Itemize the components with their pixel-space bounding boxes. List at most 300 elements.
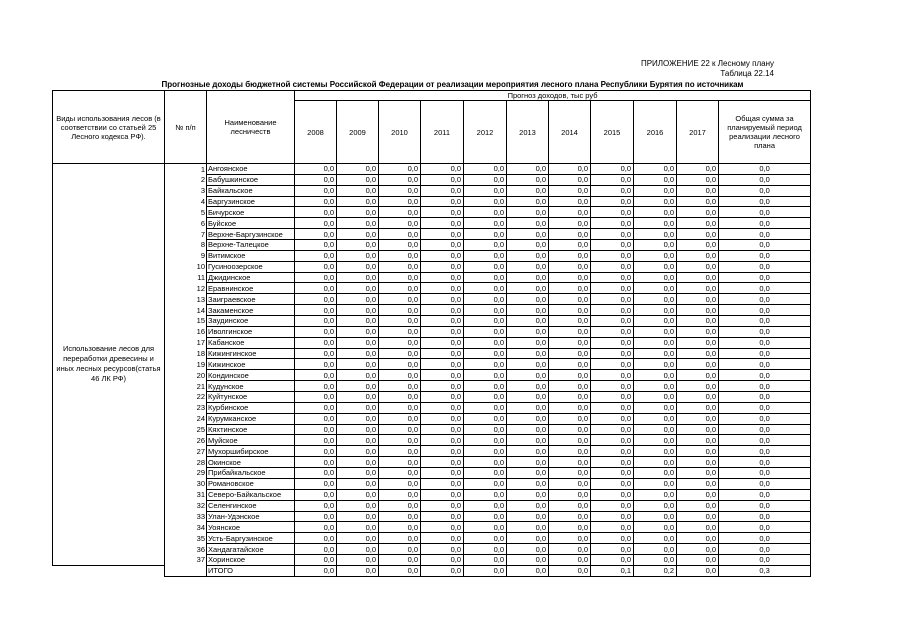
year-value: 0,0 (507, 457, 549, 468)
year-value: 0,0 (634, 283, 677, 294)
year-value: 0,0 (677, 261, 719, 272)
year-value: 0,0 (295, 468, 337, 479)
year-value: 0,0 (295, 164, 337, 175)
table-row (53, 478, 811, 489)
year-value: 0,0 (421, 544, 464, 555)
year-value: 0,0 (591, 435, 634, 446)
year-value: 0,0 (549, 196, 591, 207)
forestry-name-header: Наименование лесничеств (207, 91, 295, 164)
year-value: 0,0 (677, 370, 719, 381)
year-value: 0,0 (677, 326, 719, 337)
year-value: 0,0 (295, 544, 337, 555)
year-value: 0,0 (591, 402, 634, 413)
table-row (53, 196, 811, 207)
year-value: 0,0 (591, 305, 634, 316)
year-value: 0,0 (337, 185, 379, 196)
table-row (53, 185, 811, 196)
year-value: 0,0 (379, 261, 421, 272)
total-value: 0,0 (719, 359, 811, 370)
year-value: 0,0 (337, 261, 379, 272)
row-number: 4 (165, 196, 207, 207)
year-value: 0,0 (507, 522, 549, 533)
year-value: 0,0 (677, 522, 719, 533)
year-value: 0,0 (634, 305, 677, 316)
forestry-name: Кабанское (207, 337, 295, 348)
year-value: 0,0 (337, 272, 379, 283)
year-value: 0,0 (464, 359, 507, 370)
year-value: 0,0 (464, 392, 507, 403)
year-value: 0,0 (507, 174, 549, 185)
year-value: 0,0 (507, 424, 549, 435)
year-value: 0,0 (464, 164, 507, 175)
year-value: 0,0 (591, 316, 634, 327)
year-value: 0,0 (507, 272, 549, 283)
year-value: 0,0 (507, 554, 549, 565)
total-value: 0,0 (719, 185, 811, 196)
year-value: 0,0 (337, 370, 379, 381)
row-number: 19 (165, 359, 207, 370)
year-value: 0,0 (379, 370, 421, 381)
total-value: 0,0 (719, 446, 811, 457)
forestry-name: Бичурское (207, 207, 295, 218)
year-header: 2014 (549, 101, 591, 164)
year-value: 0,0 (421, 272, 464, 283)
year-value: 0,0 (295, 272, 337, 283)
forestry-name: Прибайкальское (207, 468, 295, 479)
forecast-header: Прогноз доходов, тыс руб (295, 91, 811, 101)
table-body (53, 164, 811, 577)
forestry-name: Кижинское (207, 359, 295, 370)
year-value: 0,0 (677, 392, 719, 403)
year-value: 0,0 (379, 305, 421, 316)
row-number: 27 (165, 446, 207, 457)
year-value: 0,0 (591, 457, 634, 468)
year-value: 0,0 (421, 381, 464, 392)
forestry-name: Курумканское (207, 413, 295, 424)
year-value: 0,0 (507, 196, 549, 207)
year-value: 0,0 (337, 554, 379, 565)
table-row (53, 316, 811, 327)
table-row (53, 544, 811, 555)
total-value: 0,0 (719, 240, 811, 251)
total-value: 0,0 (719, 370, 811, 381)
year-value: 0,0 (507, 478, 549, 489)
row-number: 13 (165, 294, 207, 305)
year-value: 0,0 (295, 229, 337, 240)
total-value: 0,0 (719, 326, 811, 337)
year-value: 0,0 (591, 261, 634, 272)
forestry-name: Северо-Байкальское (207, 489, 295, 500)
blank-cell (53, 565, 165, 576)
forestry-name: Гусиноозерское (207, 261, 295, 272)
table-row (53, 392, 811, 403)
forestry-name: Кяхтинское (207, 424, 295, 435)
forestry-name: Баргузинское (207, 196, 295, 207)
year-value: 0,0 (591, 359, 634, 370)
year-header: 2016 (634, 101, 677, 164)
year-value: 0,0 (507, 185, 549, 196)
table-row (53, 174, 811, 185)
forestry-name: Кондинское (207, 370, 295, 381)
table-row (53, 554, 811, 565)
year-value: 0,0 (421, 402, 464, 413)
year-value: 0,0 (507, 326, 549, 337)
year-value: 0,0 (464, 478, 507, 489)
year-value: 0,0 (337, 164, 379, 175)
year-value: 0,0 (591, 294, 634, 305)
year-value: 0,0 (295, 348, 337, 359)
total-value: 0,0 (719, 272, 811, 283)
total-value: 0,0 (719, 489, 811, 500)
year-value: 0,0 (677, 533, 719, 544)
total-value: 0,0 (719, 229, 811, 240)
row-number: 32 (165, 500, 207, 511)
year-value: 0,0 (634, 261, 677, 272)
row-number: 14 (165, 305, 207, 316)
year-value: 0,0 (295, 316, 337, 327)
year-value: 0,0 (677, 468, 719, 479)
forestry-name: Муйское (207, 435, 295, 446)
year-value: 0,0 (379, 544, 421, 555)
year-value: 0,0 (421, 305, 464, 316)
table-row (53, 294, 811, 305)
year-value: 0,0 (677, 218, 719, 229)
year-value: 0,0 (464, 294, 507, 305)
year-value: 0,0 (507, 370, 549, 381)
year-value: 0,0 (421, 565, 464, 576)
year-value: 0,0 (549, 565, 591, 576)
year-value: 0,0 (677, 240, 719, 251)
total-value: 0,0 (719, 500, 811, 511)
year-value: 0,0 (507, 261, 549, 272)
year-value: 0,0 (379, 533, 421, 544)
year-value: 0,0 (379, 554, 421, 565)
total-value: 0,0 (719, 435, 811, 446)
year-value: 0,0 (421, 261, 464, 272)
table-row (53, 500, 811, 511)
forestry-name: Заудинское (207, 316, 295, 327)
year-value: 0,0 (507, 305, 549, 316)
year-value: 0,0 (337, 218, 379, 229)
year-value: 0,0 (634, 240, 677, 251)
table-row (53, 359, 811, 370)
year-value: 0,0 (379, 457, 421, 468)
total-value: 0,0 (719, 337, 811, 348)
year-value: 0,0 (337, 435, 379, 446)
year-value: 0,0 (337, 207, 379, 218)
year-value: 0,0 (421, 218, 464, 229)
year-value: 0,0 (507, 207, 549, 218)
year-value: 0,0 (464, 348, 507, 359)
year-value: 0,0 (549, 272, 591, 283)
table-row (53, 283, 811, 294)
row-number: 29 (165, 468, 207, 479)
year-value: 0,0 (379, 174, 421, 185)
year-value: 0,0 (295, 392, 337, 403)
forestry-name: Верхне-Баргузинское (207, 229, 295, 240)
year-value: 0,0 (677, 250, 719, 261)
year-value: 0,0 (464, 381, 507, 392)
year-value: 0,0 (591, 446, 634, 457)
year-value: 0,0 (677, 359, 719, 370)
year-value: 0,0 (591, 229, 634, 240)
year-value: 0,0 (337, 565, 379, 576)
year-value: 0,0 (507, 229, 549, 240)
year-value: 0,0 (464, 185, 507, 196)
year-value: 0,0 (634, 544, 677, 555)
forestry-name: Селенгинское (207, 500, 295, 511)
year-value: 0,0 (421, 229, 464, 240)
year-value: 0,0 (549, 413, 591, 424)
year-value: 0,0 (677, 402, 719, 413)
year-value: 0,0 (464, 174, 507, 185)
year-value: 0,0 (464, 402, 507, 413)
row-number: 34 (165, 522, 207, 533)
year-value: 0,0 (677, 174, 719, 185)
year-value: 0,0 (379, 424, 421, 435)
forecast-table (52, 90, 811, 577)
year-value: 0,0 (591, 544, 634, 555)
year-value: 0,0 (591, 424, 634, 435)
year-value: 0,0 (295, 381, 337, 392)
year-value: 0,0 (549, 522, 591, 533)
row-number: 6 (165, 218, 207, 229)
year-value: 0,0 (677, 511, 719, 522)
year-header: 2012 (464, 101, 507, 164)
row-number: 30 (165, 478, 207, 489)
year-value: 0,0 (549, 261, 591, 272)
year-value: 0,0 (549, 229, 591, 240)
year-value: 0,0 (591, 478, 634, 489)
forestry-name: Иволгинское (207, 326, 295, 337)
year-value: 0,0 (464, 326, 507, 337)
row-number: 20 (165, 370, 207, 381)
year-value: 0,0 (591, 196, 634, 207)
year-value: 0,0 (677, 348, 719, 359)
year-value: 0,0 (295, 207, 337, 218)
forestry-name: Куйтунское (207, 392, 295, 403)
year-value: 0,0 (677, 185, 719, 196)
year-value: 0,0 (337, 392, 379, 403)
year-value: 0,0 (295, 185, 337, 196)
row-number: 22 (165, 392, 207, 403)
year-value: 0,0 (634, 185, 677, 196)
page-title: Прогнозные доходы бюджетной системы Российской Федерации от реализации мероприятия лесного плана Республики Бурятия по источникам (161, 80, 744, 89)
year-value: 0,0 (634, 164, 677, 175)
year-value: 0,0 (507, 446, 549, 457)
year-value: 0,0 (549, 370, 591, 381)
year-value: 0,0 (337, 283, 379, 294)
row-number: 18 (165, 348, 207, 359)
year-value: 0,0 (295, 218, 337, 229)
year-value: 0,0 (677, 544, 719, 555)
year-header: 2011 (421, 101, 464, 164)
row-number: 21 (165, 381, 207, 392)
year-value: 0,0 (421, 392, 464, 403)
year-value: 0,0 (337, 316, 379, 327)
total-value: 0,0 (719, 207, 811, 218)
year-value: 0,0 (677, 196, 719, 207)
year-value: 0,0 (337, 446, 379, 457)
year-value: 0,0 (507, 250, 549, 261)
row-number: 35 (165, 533, 207, 544)
year-value: 0,0 (507, 413, 549, 424)
year-value: 0,0 (634, 478, 677, 489)
year-value: 0,0 (464, 261, 507, 272)
year-value: 0,0 (677, 424, 719, 435)
year-value: 0,0 (591, 533, 634, 544)
year-value: 0,0 (464, 522, 507, 533)
year-value: 0,0 (677, 446, 719, 457)
year-value: 0,0 (379, 522, 421, 533)
year-value: 0,0 (507, 164, 549, 175)
row-number: 28 (165, 457, 207, 468)
year-value: 0,0 (677, 565, 719, 576)
year-value: 0,0 (549, 435, 591, 446)
year-value: 0,0 (421, 424, 464, 435)
year-value: 0,0 (464, 272, 507, 283)
year-value: 0,0 (421, 457, 464, 468)
year-value: 0,0 (549, 544, 591, 555)
year-value: 0,0 (677, 272, 719, 283)
year-value: 0,0 (379, 316, 421, 327)
year-value: 0,0 (379, 446, 421, 457)
year-value: 0,0 (464, 554, 507, 565)
year-value: 0,0 (464, 511, 507, 522)
year-value: 0,0 (591, 468, 634, 479)
year-value: 0,0 (634, 196, 677, 207)
year-value: 0,0 (379, 381, 421, 392)
year-value: 0,0 (295, 294, 337, 305)
year-value: 0,0 (421, 294, 464, 305)
year-value: 0,0 (421, 370, 464, 381)
year-value: 0,0 (295, 174, 337, 185)
year-header: 2009 (337, 101, 379, 164)
year-value: 0,0 (634, 402, 677, 413)
year-value: 0,0 (507, 565, 549, 576)
table-row (53, 218, 811, 229)
row-number: 31 (165, 489, 207, 500)
forestry-name: Буйское (207, 218, 295, 229)
table-row (53, 457, 811, 468)
year-value: 0,0 (337, 305, 379, 316)
year-value: 0,0 (379, 402, 421, 413)
usage-type-header: Виды использования лесов (в соответствии со статьей 25 Лесного кодекса РФ). (53, 91, 165, 164)
year-value: 0,0 (295, 305, 337, 316)
year-value: 0,0 (421, 337, 464, 348)
year-value: 0,0 (337, 424, 379, 435)
year-value: 0,0 (421, 326, 464, 337)
year-value: 0,0 (549, 511, 591, 522)
year-value: 0,0 (421, 522, 464, 533)
year-value: 0,0 (295, 250, 337, 261)
year-header: 2015 (591, 101, 634, 164)
year-value: 0,0 (591, 240, 634, 251)
year-value: 0,0 (421, 240, 464, 251)
forestry-name: Верхне-Талецкое (207, 240, 295, 251)
table-row (53, 305, 811, 316)
year-value: 0,0 (677, 489, 719, 500)
year-value: 0,0 (379, 164, 421, 175)
year-value: 0,0 (295, 413, 337, 424)
row-number: 17 (165, 337, 207, 348)
total-value: 0,0 (719, 294, 811, 305)
year-value: 0,0 (591, 337, 634, 348)
year-value: 0,0 (677, 413, 719, 424)
year-value: 0,0 (421, 435, 464, 446)
year-value: 0,0 (421, 348, 464, 359)
year-value: 0,0 (379, 240, 421, 251)
row-number: 11 (165, 272, 207, 283)
row-number: 3 (165, 185, 207, 196)
year-value: 0,0 (549, 337, 591, 348)
year-value: 0,0 (379, 565, 421, 576)
year-value: 0,0 (421, 468, 464, 479)
year-value: 0,0 (421, 533, 464, 544)
year-value: 0,0 (677, 164, 719, 175)
year-value: 0,1 (591, 565, 634, 576)
year-value: 0,0 (337, 468, 379, 479)
year-value: 0,0 (677, 500, 719, 511)
year-value: 0,0 (295, 478, 337, 489)
year-value: 0,0 (549, 326, 591, 337)
year-value: 0,0 (421, 174, 464, 185)
forestry-name: Байкальское (207, 185, 295, 196)
year-value: 0,0 (379, 478, 421, 489)
year-value: 0,0 (337, 478, 379, 489)
year-value: 0,0 (379, 272, 421, 283)
year-value: 0,0 (295, 337, 337, 348)
year-value: 0,0 (549, 533, 591, 544)
year-value: 0,0 (464, 370, 507, 381)
year-value: 0,0 (421, 413, 464, 424)
row-number: 23 (165, 402, 207, 413)
year-value: 0,0 (421, 489, 464, 500)
year-value: 0,0 (295, 424, 337, 435)
year-value: 0,0 (295, 554, 337, 565)
year-value: 0,0 (464, 489, 507, 500)
forestry-name: Романовское (207, 478, 295, 489)
table-row (53, 413, 811, 424)
year-value: 0,0 (634, 250, 677, 261)
year-header: 2010 (379, 101, 421, 164)
row-number: 12 (165, 283, 207, 294)
year-value: 0,0 (337, 196, 379, 207)
year-value: 0,0 (379, 294, 421, 305)
year-value: 0,0 (337, 533, 379, 544)
year-value: 0,0 (464, 207, 507, 218)
year-value: 0,0 (421, 359, 464, 370)
year-value: 0,0 (507, 218, 549, 229)
year-value: 0,0 (421, 164, 464, 175)
year-value: 0,0 (507, 500, 549, 511)
year-header: 2008 (295, 101, 337, 164)
year-value: 0,0 (507, 489, 549, 500)
year-value: 0,0 (507, 316, 549, 327)
total-value: 0,0 (719, 511, 811, 522)
year-value: 0,0 (634, 348, 677, 359)
total-value: 0,0 (719, 218, 811, 229)
row-number: 37 (165, 554, 207, 565)
forestry-name: Хандагатайское (207, 544, 295, 555)
year-value: 0,0 (634, 207, 677, 218)
year-value: 0,0 (591, 283, 634, 294)
year-value: 0,0 (591, 218, 634, 229)
year-value: 0,0 (549, 294, 591, 305)
year-value: 0,0 (591, 326, 634, 337)
year-value: 0,0 (464, 196, 507, 207)
year-value: 0,0 (464, 446, 507, 457)
